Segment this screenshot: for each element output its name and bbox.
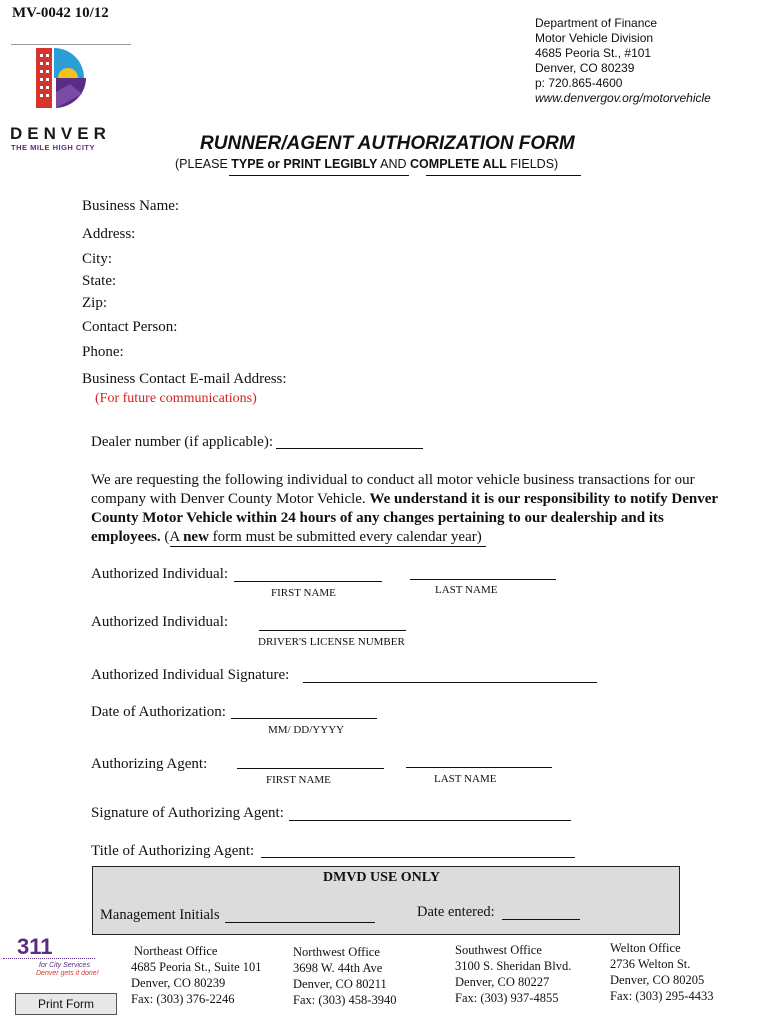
form-title: RUNNER/AGENT AUTHORIZATION FORM <box>200 133 575 154</box>
instruction-open: (PLEASE <box>175 157 232 171</box>
statement-part-2-open: (A <box>160 529 184 545</box>
agent-title-label: Title of Authorizing Agent: <box>91 843 255 859</box>
authorized-individual-1-label: Authorized Individual: <box>91 566 229 582</box>
agent-first-name-line[interactable] <box>237 768 384 769</box>
management-initials-line[interactable] <box>225 922 375 923</box>
statement-part-1: We are requesting the following individual to conduct all motor vehicle business transactions for our company with Denver County Motor Vehicle. <box>91 472 695 507</box>
department-phone: p: 720.865-4600 <box>535 76 623 90</box>
agent-signature-line[interactable] <box>289 820 571 821</box>
denver-logo <box>10 44 135 154</box>
individual-signature-line[interactable] <box>303 682 597 683</box>
statement-part-2-bold: new <box>183 529 209 545</box>
last-name-caption: LAST NAME <box>435 584 498 596</box>
dealer-number-label: Dealer number (if applicable): <box>91 434 273 450</box>
office-city: Denver, CO 80205 <box>610 973 705 987</box>
office-city: Denver, CO 80227 <box>455 975 550 989</box>
statement-underline <box>170 546 486 547</box>
first-name-line[interactable] <box>234 581 382 582</box>
state-label: State: <box>82 273 117 289</box>
phone-label: Phone: <box>82 344 124 360</box>
instruction-underline-1 <box>229 175 409 176</box>
office-fax: Fax: (303) 937-4855 <box>455 991 559 1005</box>
agent-title-line[interactable] <box>261 857 575 858</box>
print-form-button[interactable]: Print Form <box>15 993 117 1015</box>
authorized-individual-2-label: Authorized Individual: <box>91 614 229 630</box>
last-name-line[interactable] <box>410 579 556 580</box>
instruction-close: FIELDS) <box>506 157 559 171</box>
individual-signature-label: Authorized Individual Signature: <box>91 667 290 683</box>
office-name: Southwest Office <box>455 943 542 957</box>
date-entered-line[interactable] <box>502 919 580 920</box>
denver-logo-icon <box>10 44 135 124</box>
dmvd-heading: DMVD USE ONLY <box>323 870 440 885</box>
business-name-label: Business Name: <box>82 198 180 214</box>
statement-bold: We understand it is our responsibility to notify Denver County Motor Vehicle within 24 hours of any changes pertaining to our dealership and its employees. <box>91 491 718 545</box>
date-of-authorization-line[interactable] <box>231 718 377 719</box>
agent-last-name-caption: LAST NAME <box>434 773 497 785</box>
date-format-caption: MM/ DD/YYYY <box>268 724 345 736</box>
statement-paragraph <box>91 471 731 547</box>
date-of-authorization-label: Date of Authorization: <box>91 704 226 720</box>
authorizing-agent-label: Authorizing Agent: <box>91 756 208 772</box>
department-website[interactable]: www.denvergov.org/motorvehicle <box>535 91 711 105</box>
office-fax: Fax: (303) 295-4433 <box>610 989 714 1003</box>
department-city: Denver, CO 80239 <box>535 61 635 75</box>
form-id: MV-0042 10/12 <box>12 5 109 21</box>
badge-311 <box>3 936 98 986</box>
department-name: Department of Finance <box>535 16 658 30</box>
form-instruction <box>175 157 558 171</box>
office-address: 4685 Peoria St., Suite 101 <box>131 960 262 974</box>
agent-first-name-caption: FIRST NAME <box>266 774 331 786</box>
zip-label: Zip: <box>82 295 107 311</box>
division-name: Motor Vehicle Division <box>535 31 654 45</box>
office-name: Welton Office <box>610 941 681 955</box>
office-city: Denver, CO 80211 <box>293 977 387 991</box>
instruction-bold-2: COMPLETE ALL <box>410 157 507 171</box>
office-northwest <box>293 944 396 1008</box>
instruction-underline-2 <box>426 175 581 176</box>
office-southwest <box>455 942 571 1006</box>
email-note: (For future communications) <box>95 391 257 406</box>
denver-logo-tagline: THE MILE HIGH CITY <box>11 143 95 152</box>
email-label: Business Contact E-mail Address: <box>82 371 287 387</box>
agent-signature-label: Signature of Authorizing Agent: <box>91 805 284 821</box>
office-address: 2736 Welton St. <box>610 957 691 971</box>
first-name-caption: FIRST NAME <box>271 587 336 599</box>
date-entered-label: Date entered: <box>417 904 495 920</box>
agent-last-name-line[interactable] <box>406 767 552 768</box>
license-number-caption: DRIVER'S LICENSE NUMBER <box>258 636 405 648</box>
office-fax: Fax: (303) 376-2246 <box>131 992 235 1006</box>
statement-part-2-close: form must be submitted every calendar year) <box>208 529 482 545</box>
badge-311-line1: for City Services <box>39 962 90 969</box>
office-address: 3698 W. 44th Ave <box>293 961 383 975</box>
city-label: City: <box>82 251 113 267</box>
instruction-bold-1: TYPE or PRINT LEGIBLY <box>231 157 378 171</box>
office-northeast <box>131 943 262 1007</box>
denver-logo-name: DENVER <box>10 124 111 143</box>
office-address: 3100 S. Sheridan Blvd. <box>455 959 572 973</box>
license-number-line[interactable] <box>259 630 406 631</box>
office-welton <box>610 940 713 1004</box>
office-fax: Fax: (303) 458-3940 <box>293 993 397 1007</box>
management-initials-label: Management Initials <box>100 907 220 923</box>
office-city: Denver, CO 80239 <box>131 976 226 990</box>
department-street: 4685 Peoria St., #101 <box>535 46 652 60</box>
badge-311-line2: Denver gets it done! <box>36 970 99 977</box>
address-label: Address: <box>82 226 136 242</box>
office-name: Northeast Office <box>134 944 218 958</box>
instruction-mid: AND <box>377 157 411 171</box>
office-name: Northwest Office <box>293 945 380 959</box>
dealer-number-line[interactable] <box>276 448 423 449</box>
dmvd-box <box>92 866 680 935</box>
badge-311-dotted-line <box>3 958 95 959</box>
badge-311-number: 311 <box>17 934 53 959</box>
contact-person-label: Contact Person: <box>82 319 178 335</box>
